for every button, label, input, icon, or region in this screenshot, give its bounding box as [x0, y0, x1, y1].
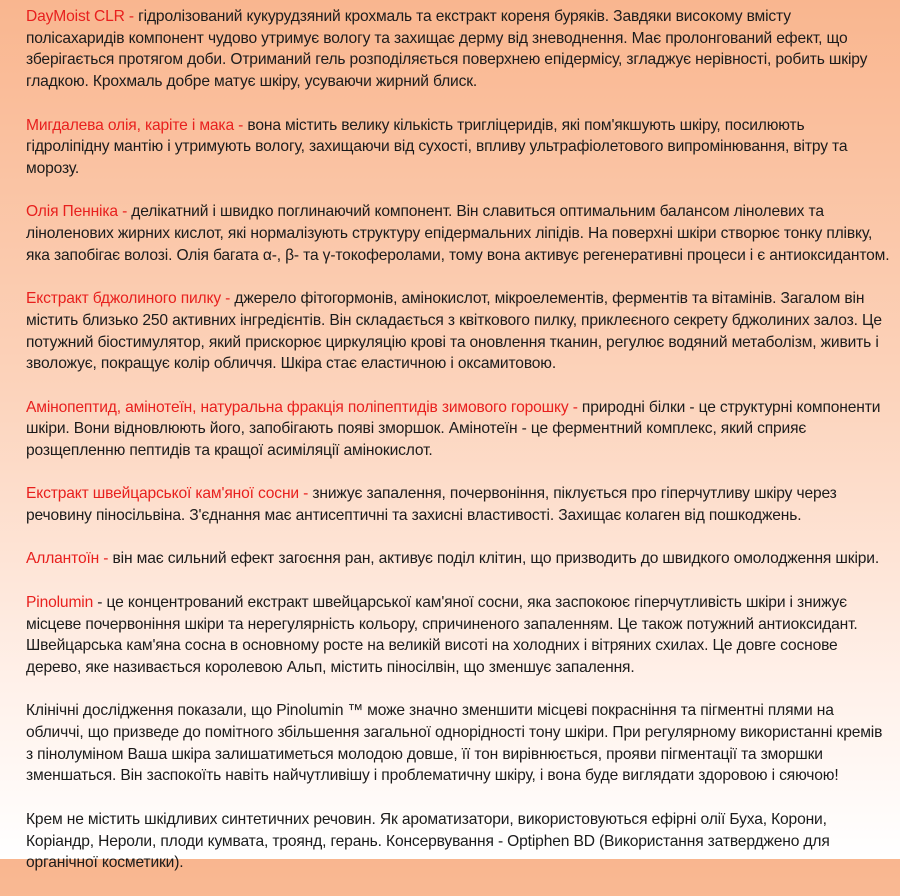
ingredient-term: Амінопептид, амінотеїн, натуральна фракція поліпептидів зимового горошку -: [26, 398, 578, 416]
ingredient-daymoist: [26, 6, 892, 93]
ingredient-text: делікатний і швидко поглинаючий компонент. Він славиться оптимальним балансом лінолевих та ліноленових жирних кислот, які нормалізують структуру епідермальних ліпідів. На поверхні шкіри створює тонку плівку, яка запобігає волозі. Олія багата α-, β- та γ-токоферолами, тому вона активує регенеративні процеси і є антиоксидантом.: [26, 203, 890, 264]
ingredient-allantoin: [26, 548, 892, 570]
ingredients-description: [26, 6, 892, 896]
ingredient-text: гідролізований кукурудзяний крохмаль та екстракт кореня буряків. Завдяки високому вмісту полісахаридів компонент чудово утримує вологу та захищає дерму від зневоднення. Має пролонгований ефект, що зберігається протягом доби. Отриманий гель розподіляється поверхнею епідермісу, згладжує нерівності, робить шкіру гладкою. Крохмаль добре матує шкіру, усуваючи жирний блиск.: [26, 8, 868, 91]
ingredient-term: Мигдалева олія, каріте і мака -: [26, 116, 244, 134]
ingredient-aminopeptide: [26, 397, 892, 462]
ingredient-term: Екстракт бджолиного пилку -: [26, 290, 231, 308]
ingredient-text: - це концентрований екстракт швейцарської кам'яної сосни, яка заспокоює гіперчутливість шкіри і знижує місцеве почервоніння шкіри та нерегулярність кольору, спричиненого запаленням. Це також потужний антиоксидант. Швейцарська кам'яна сосна в основному росте на великій висоті на холодних і вітряних схилах. Це довге соснове дерево, яке називається королевою Альп, містить піносілвін, що зменшує запалення.: [26, 593, 858, 676]
clinical-studies-paragraph: Клінічні дослідження показали, що Pinolumin ™ може значно зменшити місцеві покраснiння та пігментні плями на обличчі, що призведе до помітного збільшення загальної однорідності тону шкіри. При регулярному використанні кремів з пінолуміном Ваша шкіра залишатиметься молодою довше, її тон вирівнюється, прояви пігментації та зморшки зменшаться. Він заспокоїть навіть найчутливішу і проблематичну шкіру, і вона буде виглядати здоровою і сяючою!: [26, 702, 883, 785]
ingredient-bee-pollen: [26, 288, 892, 375]
ingredient-term: DayMoist CLR -: [26, 8, 134, 25]
ingredient-text: вона містить велику кількість тригліцеридів, які пом'якшують шкіру, посилюють гідроліпідну мантію і утримують вологу, захищаючи від сухості, впливу ультрафіолетового випромінювання, вітру та морозу.: [26, 116, 848, 177]
ingredient-swiss-pine: [26, 483, 892, 526]
ingredient-term: Олія Пенніка -: [26, 203, 128, 221]
ingredient-pinolumin: [26, 592, 892, 679]
ingredient-text: джерело фітогормонів, амінокислот, мікроелементів, ферментів та вітамінів. Загалом він містить близько 250 активних інгредієнтів. Він складається з квіткового пилку, приклеєного секрету бджолиних залоз. Це потужний біостимулятор, який прискорює циркуляцію крові та оновлення тканин, регулює водяний метаболізм, живить і зволожує, покращує колір обличчя. Шкіра стає еластичною і оксамитовою.: [26, 290, 882, 373]
ingredient-term: Екстракт швейцарської кам'яної сосни -: [26, 485, 309, 503]
composition-note-paragraph: Крем не містить шкідливих синтетичних речовин. Як ароматизатори, використовуються ефірні олії Буха, Корони, Коріандр, Нероли, плоди кумвата, троянд, герань. Консервування - Optiphen BD (Використання затверджено для органічної косметики).: [26, 810, 830, 872]
ingredient-term: Pinolumin: [26, 593, 94, 611]
ingredient-text: він має сильний ефект загоєння ран, активує поділ клітин, що призводить до швидкого омолодження шкіри.: [108, 550, 880, 568]
ingredient-almond-oil: [26, 115, 892, 180]
ingredient-pennica-oil: [26, 201, 892, 266]
ingredient-text: знижує запалення, почервоніння, піклується про гіперчутливу шкіру через речовину піносільвіна. З'єднання має антисептичні та захисні властивості. Захищає колаген від пошкоджень.: [26, 485, 837, 525]
ingredient-text: природні білки - це структурні компоненти шкіри. Вони відновлюють його, запобігають появі зморшок. Амінотеїн - це ферментний комплекс, який сприяє розщепленню пептидів та кращої асиміляції амінокислот.: [26, 398, 881, 459]
ingredient-term: Аллантоїн -: [26, 550, 109, 568]
